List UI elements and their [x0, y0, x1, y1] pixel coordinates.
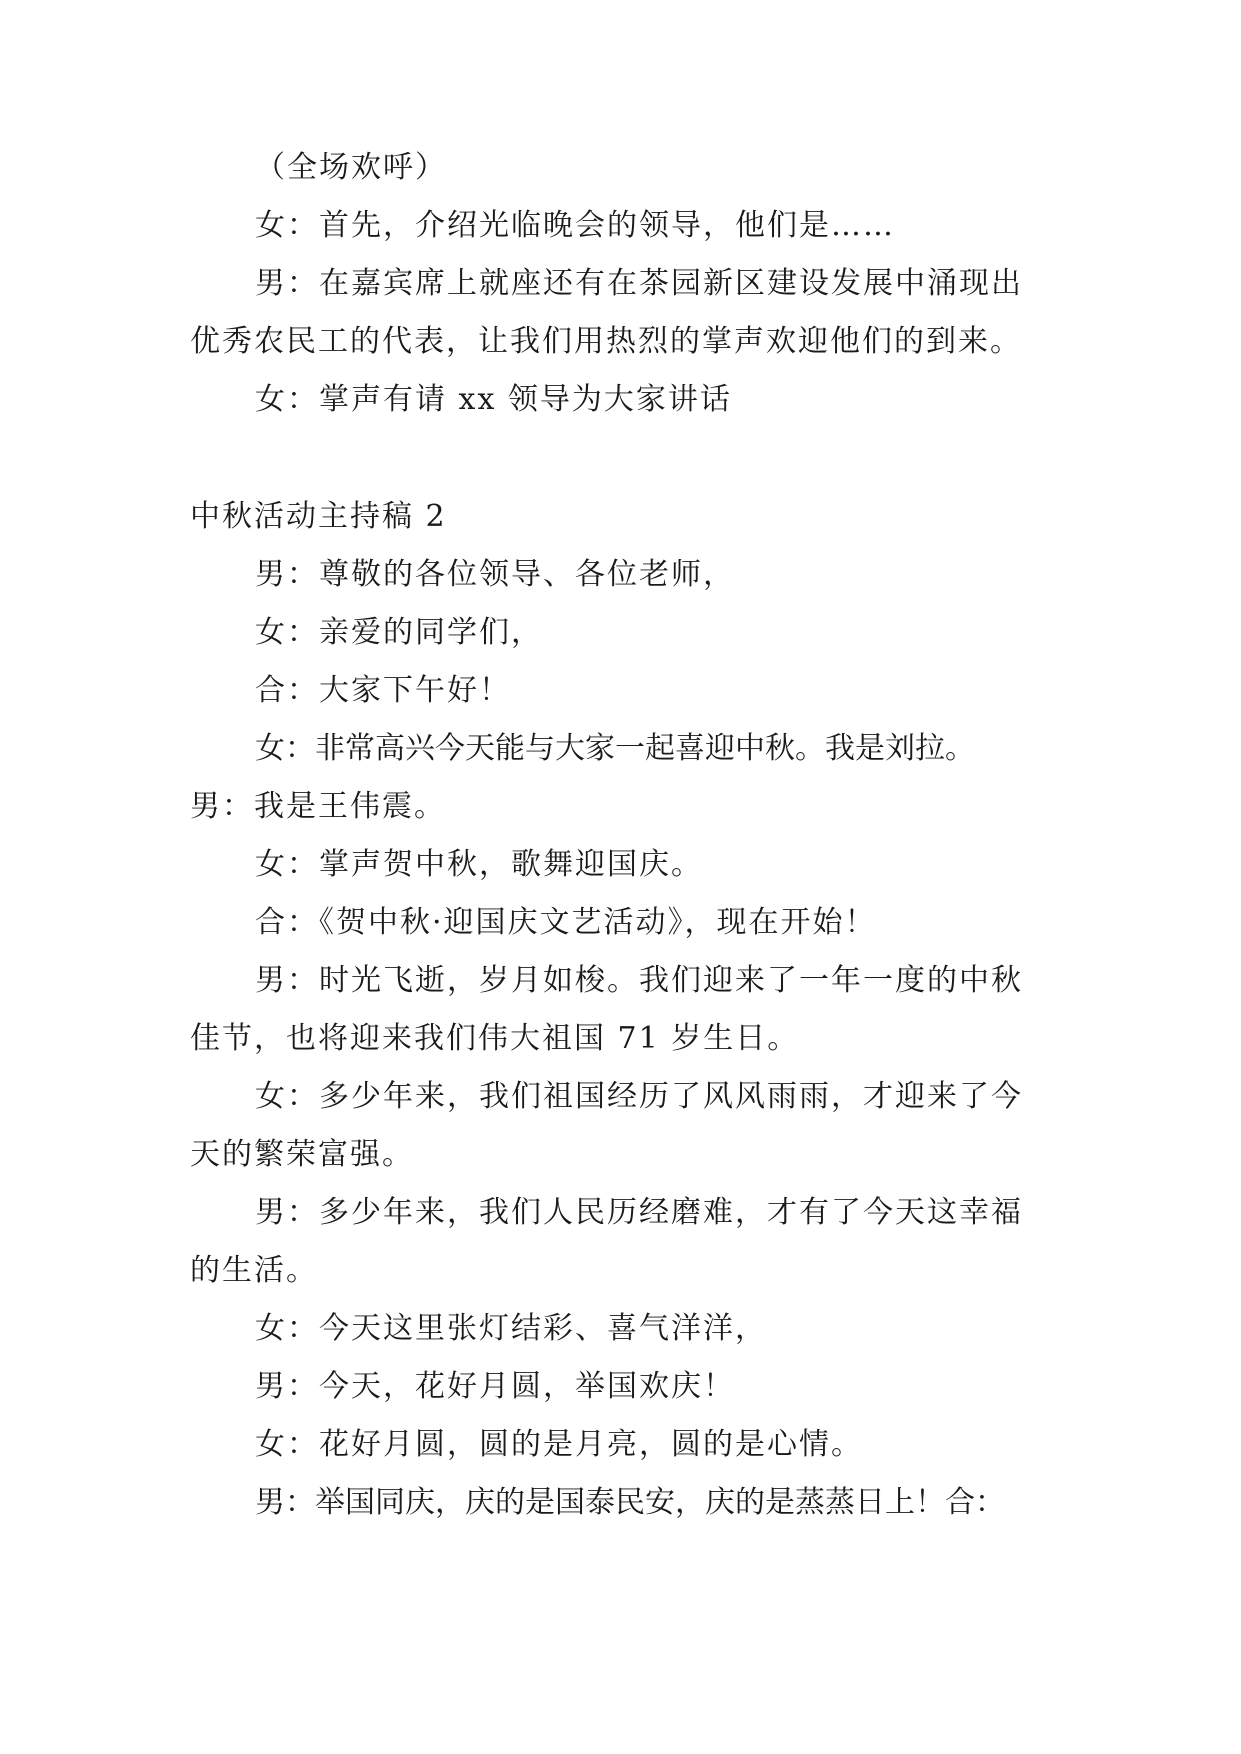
text-line: 男：我是王伟震。	[190, 789, 446, 824]
text-line: 合：《贺中秋·迎国庆文艺活动》，现在开始！	[255, 905, 877, 940]
text-line: 佳节，也将迎来我们伟大祖国 71 岁生日。	[190, 1021, 800, 1056]
text-line: 优秀农民工的代表，让我们用热烈的掌声欢迎他们的到来。	[190, 324, 1022, 359]
text-line: 男：今天，花好月圆，举国欢庆！	[255, 1369, 735, 1404]
text-line: 女：亲爱的同学们，	[255, 615, 543, 650]
text-line: 天的繁荣富强。	[190, 1137, 414, 1172]
text-line: 女：花好月圆，圆的是月亮，圆的是心情。	[255, 1427, 863, 1462]
text-line: 女：掌声有请 xx 领导为大家讲话	[255, 382, 732, 417]
text-line: 的生活。	[190, 1253, 318, 1288]
section-heading: 中秋活动主持稿 2	[190, 499, 447, 534]
text-line: 女：掌声贺中秋，歌舞迎国庆。	[255, 847, 703, 882]
text-line: 女：多少年来，我们祖国经历了风风雨雨，才迎来了今	[255, 1079, 1023, 1114]
text-line: 女：非常高兴今天能与大家一起喜迎中秋。我是刘拉。	[255, 731, 975, 766]
text-line: 合：大家下午好！	[255, 673, 511, 708]
text-line: 女：首先，介绍光临晚会的领导，他们是……	[255, 208, 895, 243]
text-line: 男：尊敬的各位领导、各位老师，	[255, 557, 735, 592]
text-line: 女：今天这里张灯结彩、喜气洋洋，	[255, 1311, 767, 1346]
text-line: 男：举国同庆，庆的是国泰民安，庆的是蒸蒸日上！合：	[255, 1485, 1005, 1520]
text-line: 男：时光飞逝，岁月如梭。我们迎来了一年一度的中秋	[255, 963, 1023, 998]
text-line: 男：在嘉宾席上就座还有在茶园新区建设发展中涌现出	[255, 266, 1023, 301]
text-line: 男：多少年来，我们人民历经磨难，才有了今天这幸福	[255, 1195, 1023, 1230]
text-line: （全场欢呼）	[255, 150, 447, 185]
